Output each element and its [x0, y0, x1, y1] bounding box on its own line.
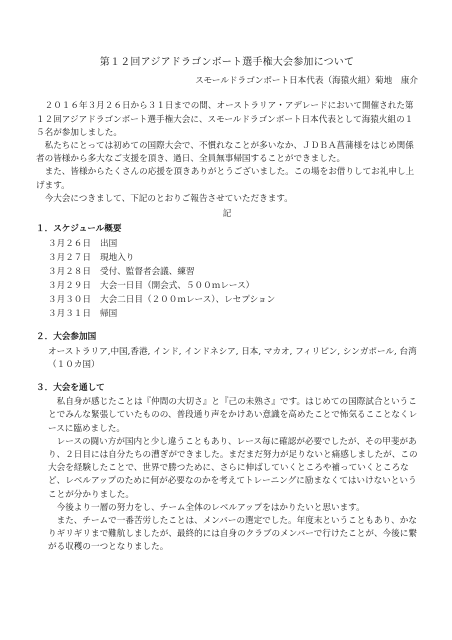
- schedule-date: ３月２７日: [48, 253, 91, 264]
- intro-paragraph: 私たちにとっては初めての国際大会で、不慣れなことが多いなか、ＪＤＢＡ菖蒲様をはじめ関係者の皆様から多大なご支援を頂き、過日、全員無事帰国することができました。: [36, 141, 414, 165]
- reflection-paragraph: 私自身が感じたことは『仲間の大切さ』と『己の未熟さ』です。はじめての国際試合ということでみんな緊張していたものの、普段通り声をかけあい意識を高めたことで怖気るこことなくレースに臨めました。: [48, 397, 418, 434]
- schedule-event: 現地入り: [100, 253, 135, 264]
- section-spacer: [36, 372, 418, 380]
- schedule-event: 大会一日目（開会式、５００ｍレース）: [100, 281, 255, 292]
- reflection-paragraph: 今後より一層の努力をし、チーム全体のレベルアップをはかりたいと思います。: [56, 502, 365, 513]
- schedule-event: 出国: [100, 239, 118, 250]
- schedule-date: ３月３０日: [48, 295, 91, 306]
- intro-paragraph: 今大会につきまして、下記のとおりご報告させていただきます。: [44, 193, 293, 204]
- schedule-event: 大会二日目（２００ｍレース）、レセプション: [100, 295, 276, 306]
- section-spacer: [36, 321, 418, 329]
- intro-paragraph: また、皆様からたくさんの応援を頂きありがとうございました。この場をお借りしてお礼申し上げます。: [36, 167, 415, 191]
- participating-countries: オーストラリア,中国,香港, インド, インドネシア, 日本, マカオ, フィリピン, シンガポール, 台湾（１０カ国）: [48, 346, 417, 370]
- author-line: スモールドラゴンボート日本代表（海猿火組）菊地 康介: [195, 76, 418, 87]
- schedule-event: 帰国: [100, 309, 118, 320]
- intro-paragraph: ２０１６年３月２６日から３１日までの間、オーストラリア・アデレードにおいて開催された第１２回アジアドラゴンボート選手権大会に、スモールドラゴンボート日本代表として海猿火組の１５名が参加しました。: [36, 101, 414, 138]
- schedule-row: [48, 237, 418, 251]
- section-heading-countries: ２．大会参加国: [36, 332, 97, 343]
- schedule-row: [48, 293, 418, 307]
- reflection-paragraph: また、チームで一番苦労したことは、メンバーの選定でした。年度末ということもあり、かなりギリギリまで難航しましたが、最終的には自身のクラブのメンバーで行けたことが、今後に繋がる収穫の一つとなりました。: [48, 516, 417, 553]
- schedule-row: [48, 279, 418, 293]
- reflection-body: [48, 396, 418, 554]
- reflection-paragraph: レースの闘い方が国内と少し違うこともあり、レース毎に確認が必要でしたが、その甲斐があり、２日目には自分たちの漕ぎができました。まだまだ努力が足りないと痛感しましたが、この大会を経験したことで、世界で勝つために、さらに伸ばしていくところや補っていくところなど、レベルアップのために何が必要なのかを考えてトレーニングに励まなくてはいけないということが分かりました。: [48, 436, 418, 500]
- document-title: 第１２回アジアドラゴンボート選手権大会参加について: [99, 57, 355, 68]
- schedule-date: ３月２６日: [48, 239, 91, 250]
- schedule-row: [48, 307, 418, 321]
- section-heading-reflection: ３．大会を通して: [36, 383, 105, 394]
- schedule-row: [48, 251, 418, 265]
- schedule-date: ３月３１日: [48, 309, 91, 320]
- schedule-date: ３月２８日: [48, 267, 91, 278]
- schedule-list: [48, 237, 418, 321]
- schedule-event: 受付、監督者会議、練習: [100, 267, 195, 278]
- schedule-row: [48, 265, 418, 279]
- ki-marker: 記: [222, 209, 232, 220]
- section-heading-schedule: １．スケジュール概要: [36, 224, 122, 235]
- schedule-date: ３月２９日: [48, 281, 91, 292]
